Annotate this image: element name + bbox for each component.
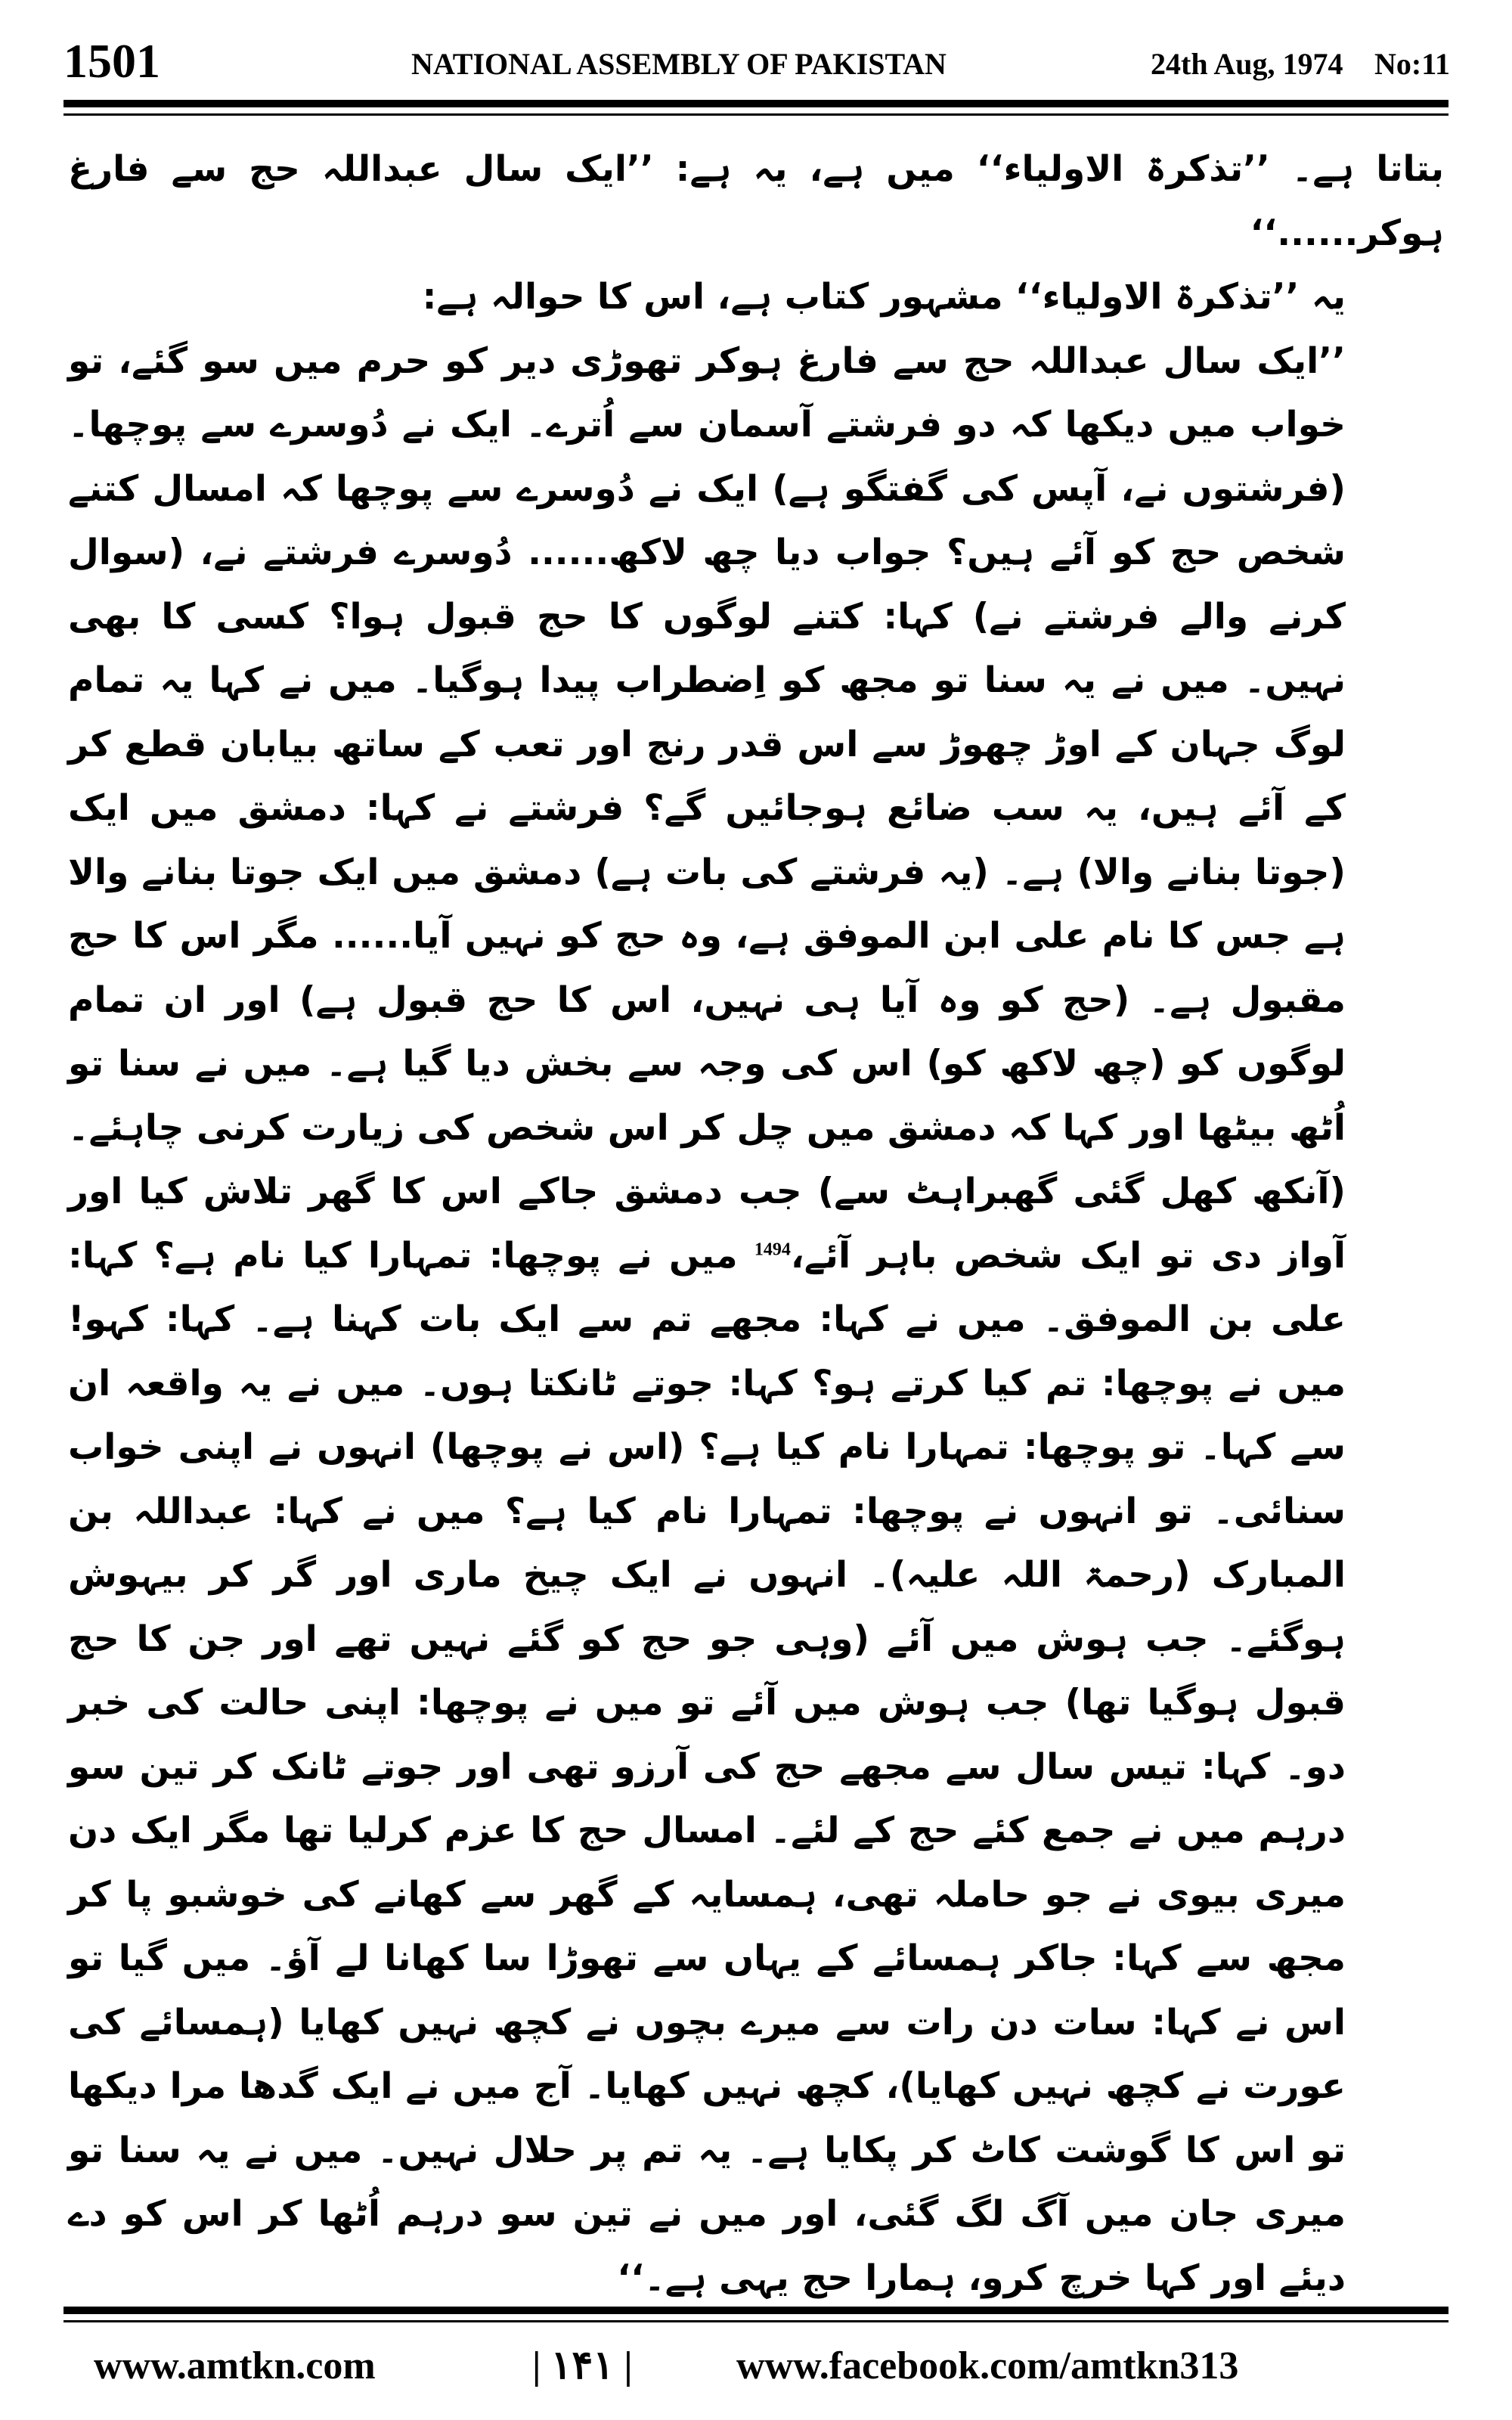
page-number: 1501 (64, 34, 160, 88)
reference-line: یہ ’’تذکرۃ الاولیاء‘‘ مشہور کتاب ہے، اس کا حوالہ ہے: (422, 276, 1346, 318)
quoted-passage (68, 330, 1444, 2311)
quote-part-1: ’’ایک سال عبداللہ حج سے فارغ ہوکر تھوڑی دیر کو حرم میں سو گئے، تو خواب میں دیکھا کہ دو فرشتے آسمان سے اُترے۔ ایک نے دُوسرے سے پوچھا۔ (فرشتوں نے، آپس کی گفتگو ہے) ایک نے دُوسرے سے پوچھا کہ امسال کتنے شخص حج کو آئے ہیں؟ جواب دیا چھ لاکھ...... دُوسرے فرشتے نے، (سوال کرنے والے فرشتے نے) کہا: کتنے لوگوں کا حج قبول ہوا؟ کسی کا بھی نہیں۔ میں نے یہ سنا تو مجھ کو اِضطراب پیدا ہوگیا۔ میں نے کہا یہ تمام لوگ جہان کے اوڑ چھوڑ سے اس قدر رنج اور تعب کے ساتھ بیابان قطع کر کے آئے ہیں، یہ سب ضائع ہوجائیں گے؟ فرشتے نے کہا: دمشق میں ایک (جوتا بنانے والا) ہے۔ (یہ فرشتے کی بات ہے) دمشق میں ایک جوتا بنانے والا ہے جس کا نام علی ابن الموفق ہے، وہ حج کو نہیں آیا...... مگر اس کا حج مقبول ہے۔ (حج کو وہ آیا ہی نہیں، اس کا حج قبول ہے) اور ان تمام لوگوں کو (چھ لاکھ کو) اس کی وجہ سے بخش دیا گیا ہے۔ میں نے سنا تو اُٹھ بیٹھا اور کہا کہ دمشق میں چل کر اس شخص کی زیارت کرنی چاہئے۔ (آنکھ کھل گئی گھبراہٹ سے) جب دمشق جاکے اس کا گھر تلاش کیا اور آواز دی تو ایک شخص باہر آئے، (68, 340, 1346, 1277)
footer-rule-thick (64, 2307, 1448, 2314)
footnote-reference: 1494 (754, 1239, 791, 1259)
footer-rule-thin (64, 2320, 1448, 2322)
session-date: 24th Aug, 1974 (1151, 47, 1343, 81)
session-serial: No:11 (1374, 47, 1450, 81)
header-rule-thick (64, 100, 1448, 107)
body-text (68, 138, 1444, 2310)
facebook-link[interactable]: www.facebook.com/amtkn313 (736, 2344, 1239, 2387)
assembly-title: NATIONAL ASSEMBLY OF PAKISTAN (411, 47, 947, 81)
folio-number: | ۱۴۱ | (532, 2344, 633, 2387)
quote-part-2: میں نے پوچھا: تمہارا کیا نام ہے؟ کہا: علی بن الموفق۔ میں نے کہا: مجھے تم سے ایک بات کہنا ہے۔ کہا: کہو! میں نے پوچھا: تم کیا کرتے ہو؟ کہا: جوتے ٹانکتا ہوں۔ میں نے یہ واقعہ ان سے کہا۔ تو پوچھا: تمہارا نام کیا ہے؟ (اس نے پوچھا) انہوں نے اپنی خواب سنائی۔ تو انہوں نے پوچھا: تمہارا نام کیا ہے؟ میں نے کہا: عبداللہ بن المبارک (رحمۃ اللہ علیہ)۔ انہوں نے ایک چیخ ماری اور گر کر بیہوش ہوگئے۔ جب ہوش میں آئے (وہی جو حج کو گئے نہیں تھے اور جن کا حج قبول ہوگیا تھا) جب ہوش میں آئے تو میں نے پوچھا: اپنی حالت کی خبر دو۔ کہا: تیس سال سے مجھے حج کی آرزو تھی اور جوتے ٹانک کر تین سو درہم میں نے جمع کئے حج کے لئے۔ امسال حج کا عزم کرلیا تھا مگر ایک دن میری بیوی نے جو حاملہ تھی، ہمسایہ کے گھر سے کھانے کی خوشبو پا کر مجھ سے کہا: جاکر ہمسائے کے یہاں سے تھوڑا سا کھانا لے آؤ۔ میں گیا تو اس نے کہا: سات دن رات سے میرے بچوں نے کچھ نہیں کھایا (ہمسائے کی عورت نے کچھ نہیں کھایا)، کچھ نہیں کھایا۔ آج میں نے ایک گدھا مرا دیکھا تو اس کا گوشت کاٹ کر پکایا ہے۔ یہ تم پر حلال نہیں۔ میں نے یہ سنا تو میری جان میں آگ لگ گئی، اور میں نے تین سو درہم اُٹھا کر اس کو دے دیئے اور کہا خرچ کرو، ہمارا حج یہی ہے۔‘‘ (68, 1234, 1346, 2299)
header-rule-thin (64, 113, 1448, 116)
website-link[interactable]: www.amtkn.com (94, 2344, 376, 2387)
intro-line: بتاتا ہے۔ ’’تذکرۃ الاولیاء‘‘ میں ہے، یہ ہے: ’’ایک سال عبداللہ حج سے فارغ ہوکر......‘‘ (68, 148, 1444, 254)
page-footer (64, 2337, 1448, 2397)
page-header (64, 29, 1448, 97)
